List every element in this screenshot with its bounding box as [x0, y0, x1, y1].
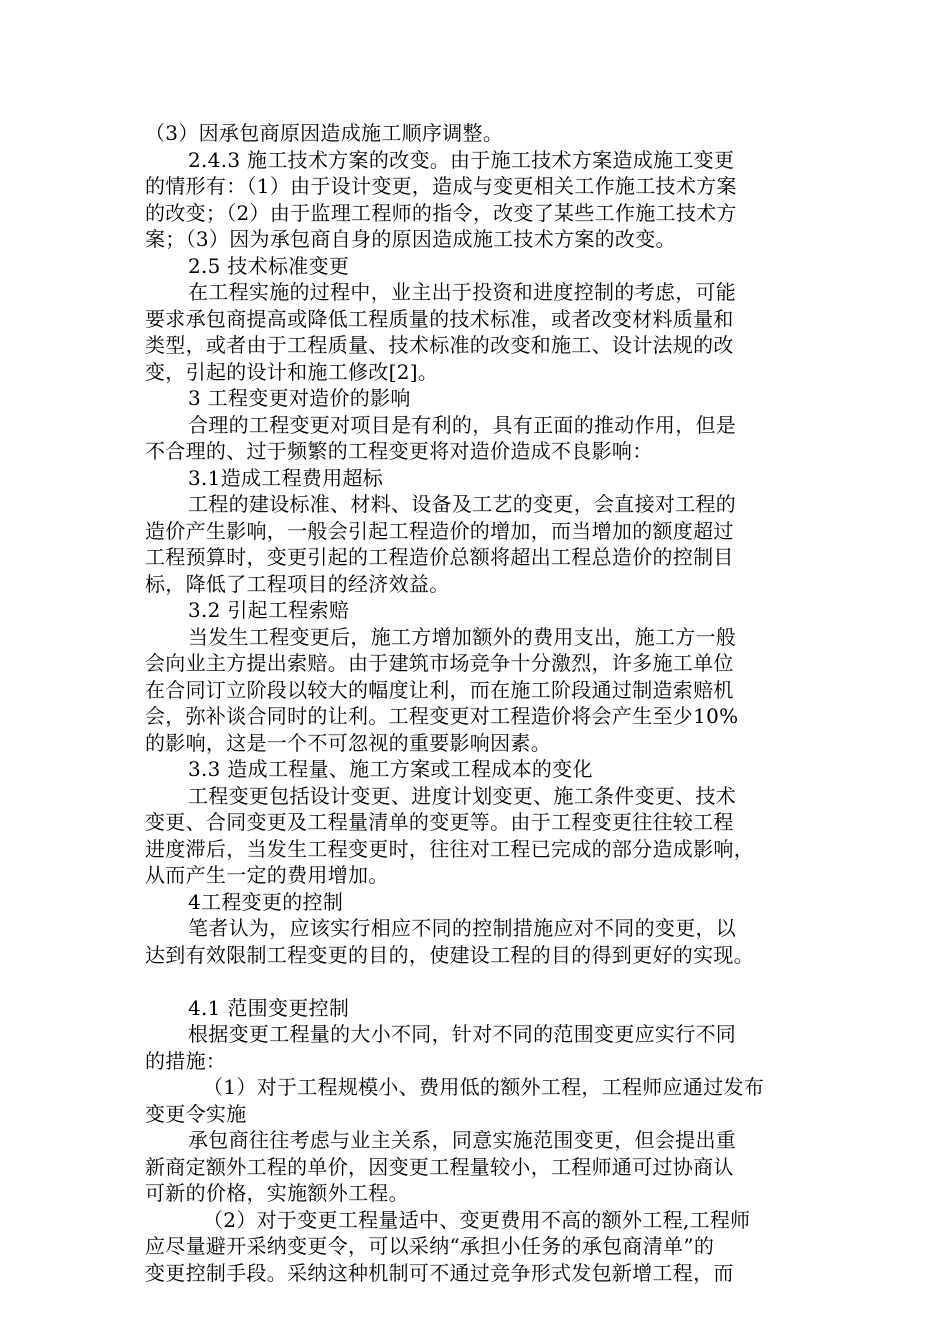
text-line: 要求承包商提高或降低工程质量的技术标准，或者改变材料质量和: [145, 306, 734, 331]
text-line: 造价产生影响，一般会引起工程造价的增加，而当增加的额度超过: [145, 518, 734, 543]
text-line: 4工程变更的控制: [188, 889, 344, 914]
text-line: 3 工程变更对造价的影响: [188, 386, 411, 410]
text-line: 承包商往往考虑与业主关系，同意实施范围变更，但会提出重: [188, 1128, 737, 1152]
text-line: 变更令实施: [145, 1101, 247, 1126]
text-line: （1）对于工程规模小、费用低的额外工程，工程师应通过发布: [203, 1075, 765, 1099]
text-line: 会，弥补谈合同时的让利。工程变更对工程造价将会产生至少10%: [145, 704, 739, 728]
text-line: 当发生工程变更后，施工方增加额外的费用支出，施工方一般: [188, 624, 737, 649]
text-line: 在工程实施的过程中，业主出于投资和进度控制的考虑，可能: [188, 280, 737, 304]
text-line: 变更控制手段。采纳这种机制可不通过竞争形式发包新增工程，而: [145, 1260, 734, 1285]
text-line: 3.1造成工程费用超标: [188, 465, 384, 490]
text-line: 工程的建设标准、材料、设备及工艺的变更，会直接对工程的: [188, 492, 737, 516]
text-line: （2）对于变更工程量适中、变更费用不高的额外工程,工程师: [203, 1207, 751, 1232]
text-line: 达到有效限制工程变更的目的，使建设工程的目的得到更好的实现。: [145, 942, 754, 967]
blank-line: [145, 968, 805, 995]
text-line: 根据变更工程量的大小不同，针对不同的范围变更应实行不同: [188, 1022, 737, 1046]
text-line: 笔者认为，应该实行相应不同的控制措施应对不同的变更，以: [188, 916, 737, 940]
text-line: 的情形有：（1）由于设计变更，造成与变更相关工作施工技术方案: [145, 174, 737, 198]
text-line: 在合同订立阶段以较大的幅度让利，而在施工阶段通过制造索赔机: [145, 677, 734, 702]
text-line: 3.2 引起工程索赔: [188, 598, 350, 622]
text-line: 标，降低了工程项目的经济效益。: [145, 571, 450, 596]
text-line: 3.3 造成工程量、施工方案或工程成本的变化: [188, 757, 593, 781]
text-line: 变，引起的设计和施工修改[2]。: [145, 359, 439, 384]
text-line: 类型，或者由于工程质量、技术标准的改变和施工、设计法规的改: [145, 333, 734, 357]
text-line: 不合理的、过于频繁的工程变更将对造价造成不良影响：: [145, 439, 653, 463]
text-line: 合理的工程变更对项目是有利的，具有正面的推动作用，但是: [188, 412, 737, 437]
text-line: 2.5 技术标准变更: [188, 253, 350, 278]
text-line: 变更、合同变更及工程量清单的变更等。由于工程变更往往较工程: [145, 810, 734, 834]
text-line: 会向业主方提出索赔。由于建筑市场竞争十分激烈，许多施工单位: [145, 651, 734, 675]
text-line: 进度滞后，当发生工程变更时，往往对工程已完成的部分造成影响，: [145, 836, 754, 861]
text-line: 工程预算时，变更引起的工程造价总额将超出工程总造价的控制目: [145, 545, 734, 569]
text-line: 的影响，这是一个不可忽视的重要影响因素。: [145, 730, 551, 755]
text-line: 4.1 范围变更控制: [188, 995, 350, 1020]
text-line: 可新的价格，实施额外工程。: [145, 1181, 409, 1205]
text-line: 2.4.3 施工技术方案的改变。由于施工技术方案造成施工变更: [188, 147, 735, 172]
text-line: 应尽量避开采纳变更令，可以采纳“承担小任务的承包商清单”的: [145, 1234, 715, 1258]
text-line: 的改变；（2）由于监理工程师的指令，改变了某些工作施工技术方: [145, 200, 737, 225]
text-line: 案；（3）因为承包商自身的原因造成施工技术方案的改变。: [145, 227, 676, 251]
text-line: （3）因承包商原因造成施工顺序调整。: [145, 121, 504, 145]
text-line: 从而产生一定的费用增加。: [145, 863, 389, 887]
text-line: 新商定额外工程的单价，因变更工程量较小，工程师通可过协商认: [145, 1154, 734, 1179]
text-line: 的措施：: [145, 1048, 227, 1073]
document-page: [145, 120, 805, 1286]
text-line: 工程变更包括设计变更、进度计划变更、施工条件变更、技术: [188, 783, 737, 808]
